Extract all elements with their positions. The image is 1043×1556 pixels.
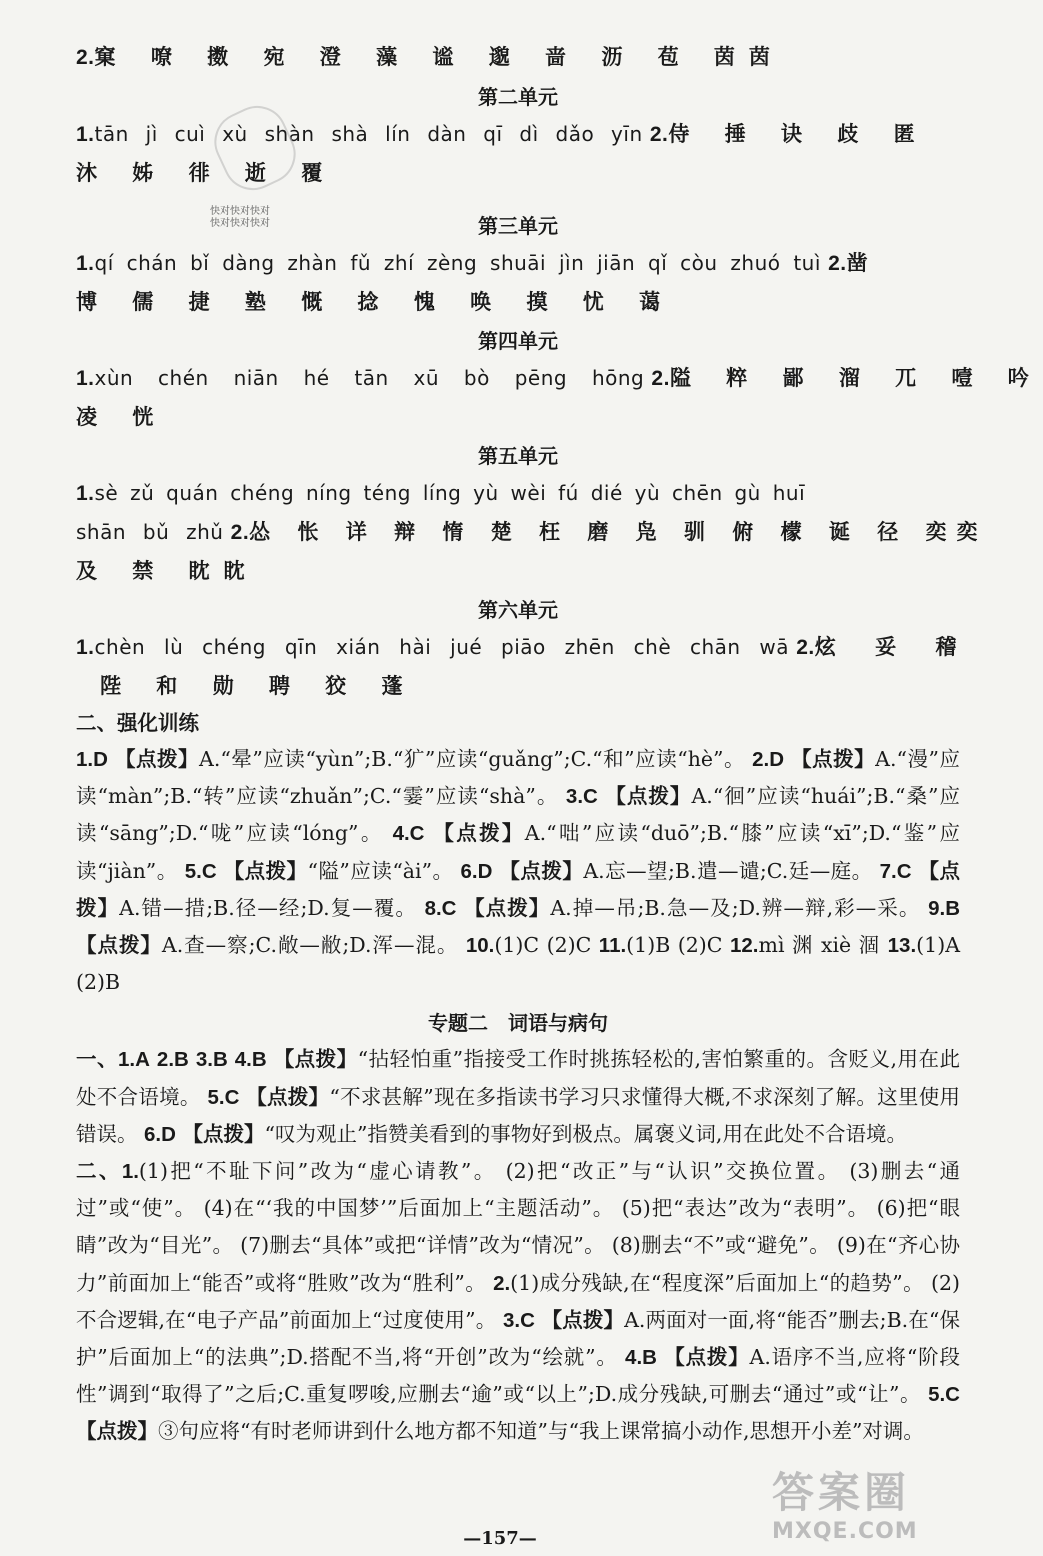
unit1-line-chars: 2.窠 嘹 擞 宛 澄 藻 谧 邈 啬 沥 苞 茵茵 xyxy=(76,44,784,69)
unit5-line2: shān bǔ zhǔ 2.怂 怅 详 辩 惰 楚 枉 磨 凫 驯 俯 檬 诞 径 奕奕 xyxy=(76,519,988,544)
topic2-part1: 一、1.A 2.B 3.B 4.B 【点拨】“拈轻怕重”指接受工作时挑拣轻松的,害怕繁重的。含贬义,用在此处不合语境。 5.C 【点拨】“不求甚解”现在多指读书学习只求懂得大概,不求深刻了解。这里使用错误。 6.D 【点拨】“叹为观止”指赞美看到的事物好到极点。属褒义词,用在此处不合语境。 xyxy=(76,1047,960,1146)
stamp-text: 快对快对快对 快对快对快对 xyxy=(210,206,270,229)
unit2-line2: 沐 姊 徘 逝 覆 xyxy=(76,160,337,185)
site-watermark: 答案圈 MXQE.COM xyxy=(772,1468,918,1544)
unit4-line2: 凌 恍 xyxy=(76,404,168,429)
unit6-heading: 第六单元 xyxy=(478,598,558,622)
unit6-line1: 1.chèn lù chéng qīn xián hài jué piāo zhēn chè chān wā 2.炫 妥 稽 xyxy=(76,634,973,659)
unit5-line1: 1.sè zǔ quán chéng níng téng líng yù wèi fú dié yù chēn gù huī xyxy=(76,481,806,505)
unit4-line1: 1.xùn chén niān hé tān xū bò pēng hōng 2.隘 粹 鄙 溜 兀 噎 吟 xyxy=(76,365,1043,390)
unit3-heading: 第三单元 xyxy=(478,214,558,238)
page-number: —157— xyxy=(463,1528,537,1549)
topic2-heading: 专题二 词语与病句 xyxy=(428,1011,608,1036)
unit3-line2: 博 儒 捷 塾 慨 捻 愧 唤 摸 忧 蔼 xyxy=(76,289,675,314)
training-answers: 1.D 【点拨】A.“晕”应读“yùn”;B.“犷”应读“guǎng”;C.“和”应读“hè”。 2.D 【点拨】A.“漫”应读“màn”;B.“转”应读“zhuǎn”;C.“霎”应读“shà”。 3.C 【点拨】A.“徊”应读“huái”;B.“桑”应读“sāng”;D.“咙”应读“lóng”。 4.C 【点拨】A.“咄”应读“duō”;B.“膝”应读“xī”;D.“鉴”应读“jiàn”。 5.C 【点拨】“隘”应读“ài”。 6.D 【点拨】A.忘—望;B.遣—谴;C.廷—庭。 7.C 【点拨】A.错—措;B.径—经;D.复—覆。 8.C 【点拨】A.掉—吊;B.急—及;D.辨—辩,彩—采。 9.B 【点拨】A.查—察;C.敞—敝;D.浑—混。 10.(1)C (2)C 11.(1)B (2)C 12.mì 渊 xiè 涸 13.(1)A (2)B xyxy=(76,747,961,995)
unit3-line1: 1.qí chán bǐ dàng zhàn fǔ zhí zèng shuāi jìn jiān qǐ còu zhuó tuì 2.凿 xyxy=(76,250,882,275)
unit6-line2: 陛 和 勋 聘 狡 蓬 xyxy=(100,673,417,698)
unit5-heading: 第五单元 xyxy=(478,444,558,468)
unit2-heading: 第二单元 xyxy=(478,85,558,109)
unit5-line3: 及 禁 眈眈 xyxy=(76,558,259,583)
section-heading-training: 二、强化训练 xyxy=(76,711,199,735)
unit4-heading: 第四单元 xyxy=(478,329,558,353)
topic2-part2: 二、1.(1)把“不耻下问”改为“虚心请教”。 (2)把“改正”与“认识”交换位置。 (3)删去“通过”或“使”。 (4)在“‘我的中国梦’”后面加上“主题活动”。 (5)把“表达”改为“表明”。 (6)把“眼睛”改为“目光”。 (7)删去“具体”或把“详情”改为“情况”。 (8)删去“不”或“避免”。 (9)在“齐心协力”前面加上“能否”或将“胜败”改为“胜利”。 2.(1)成分残缺,在“程度深”后面加上“的趋势”。 (2)不合逻辑,在“电子产品”前面加上“过度使用”。 3.C 【点拨】A.两面对一面,将“能否”删去;B.在“保护”后面加上“的法典”;D.搭配不当,将“开创”改为“绘就”。 4.B 【点拨】A.语序不当,应将“阶段性”调到“取得了”之后;C.重复啰唆,应删去“逾”或“以上”;D.成分残缺,可删去“通过”或“让”。 5.C 【点拨】③句应将“有时老师讲到什么地方都不知道”与“我上课常搞小动作,思想开小差”对调。 xyxy=(76,1159,961,1444)
unit2-line1: 1.tān jì cuì xù shàn shà lín dàn qī dì dǎo yīn 2.侍 捶 诀 歧 匿 xyxy=(76,121,929,146)
